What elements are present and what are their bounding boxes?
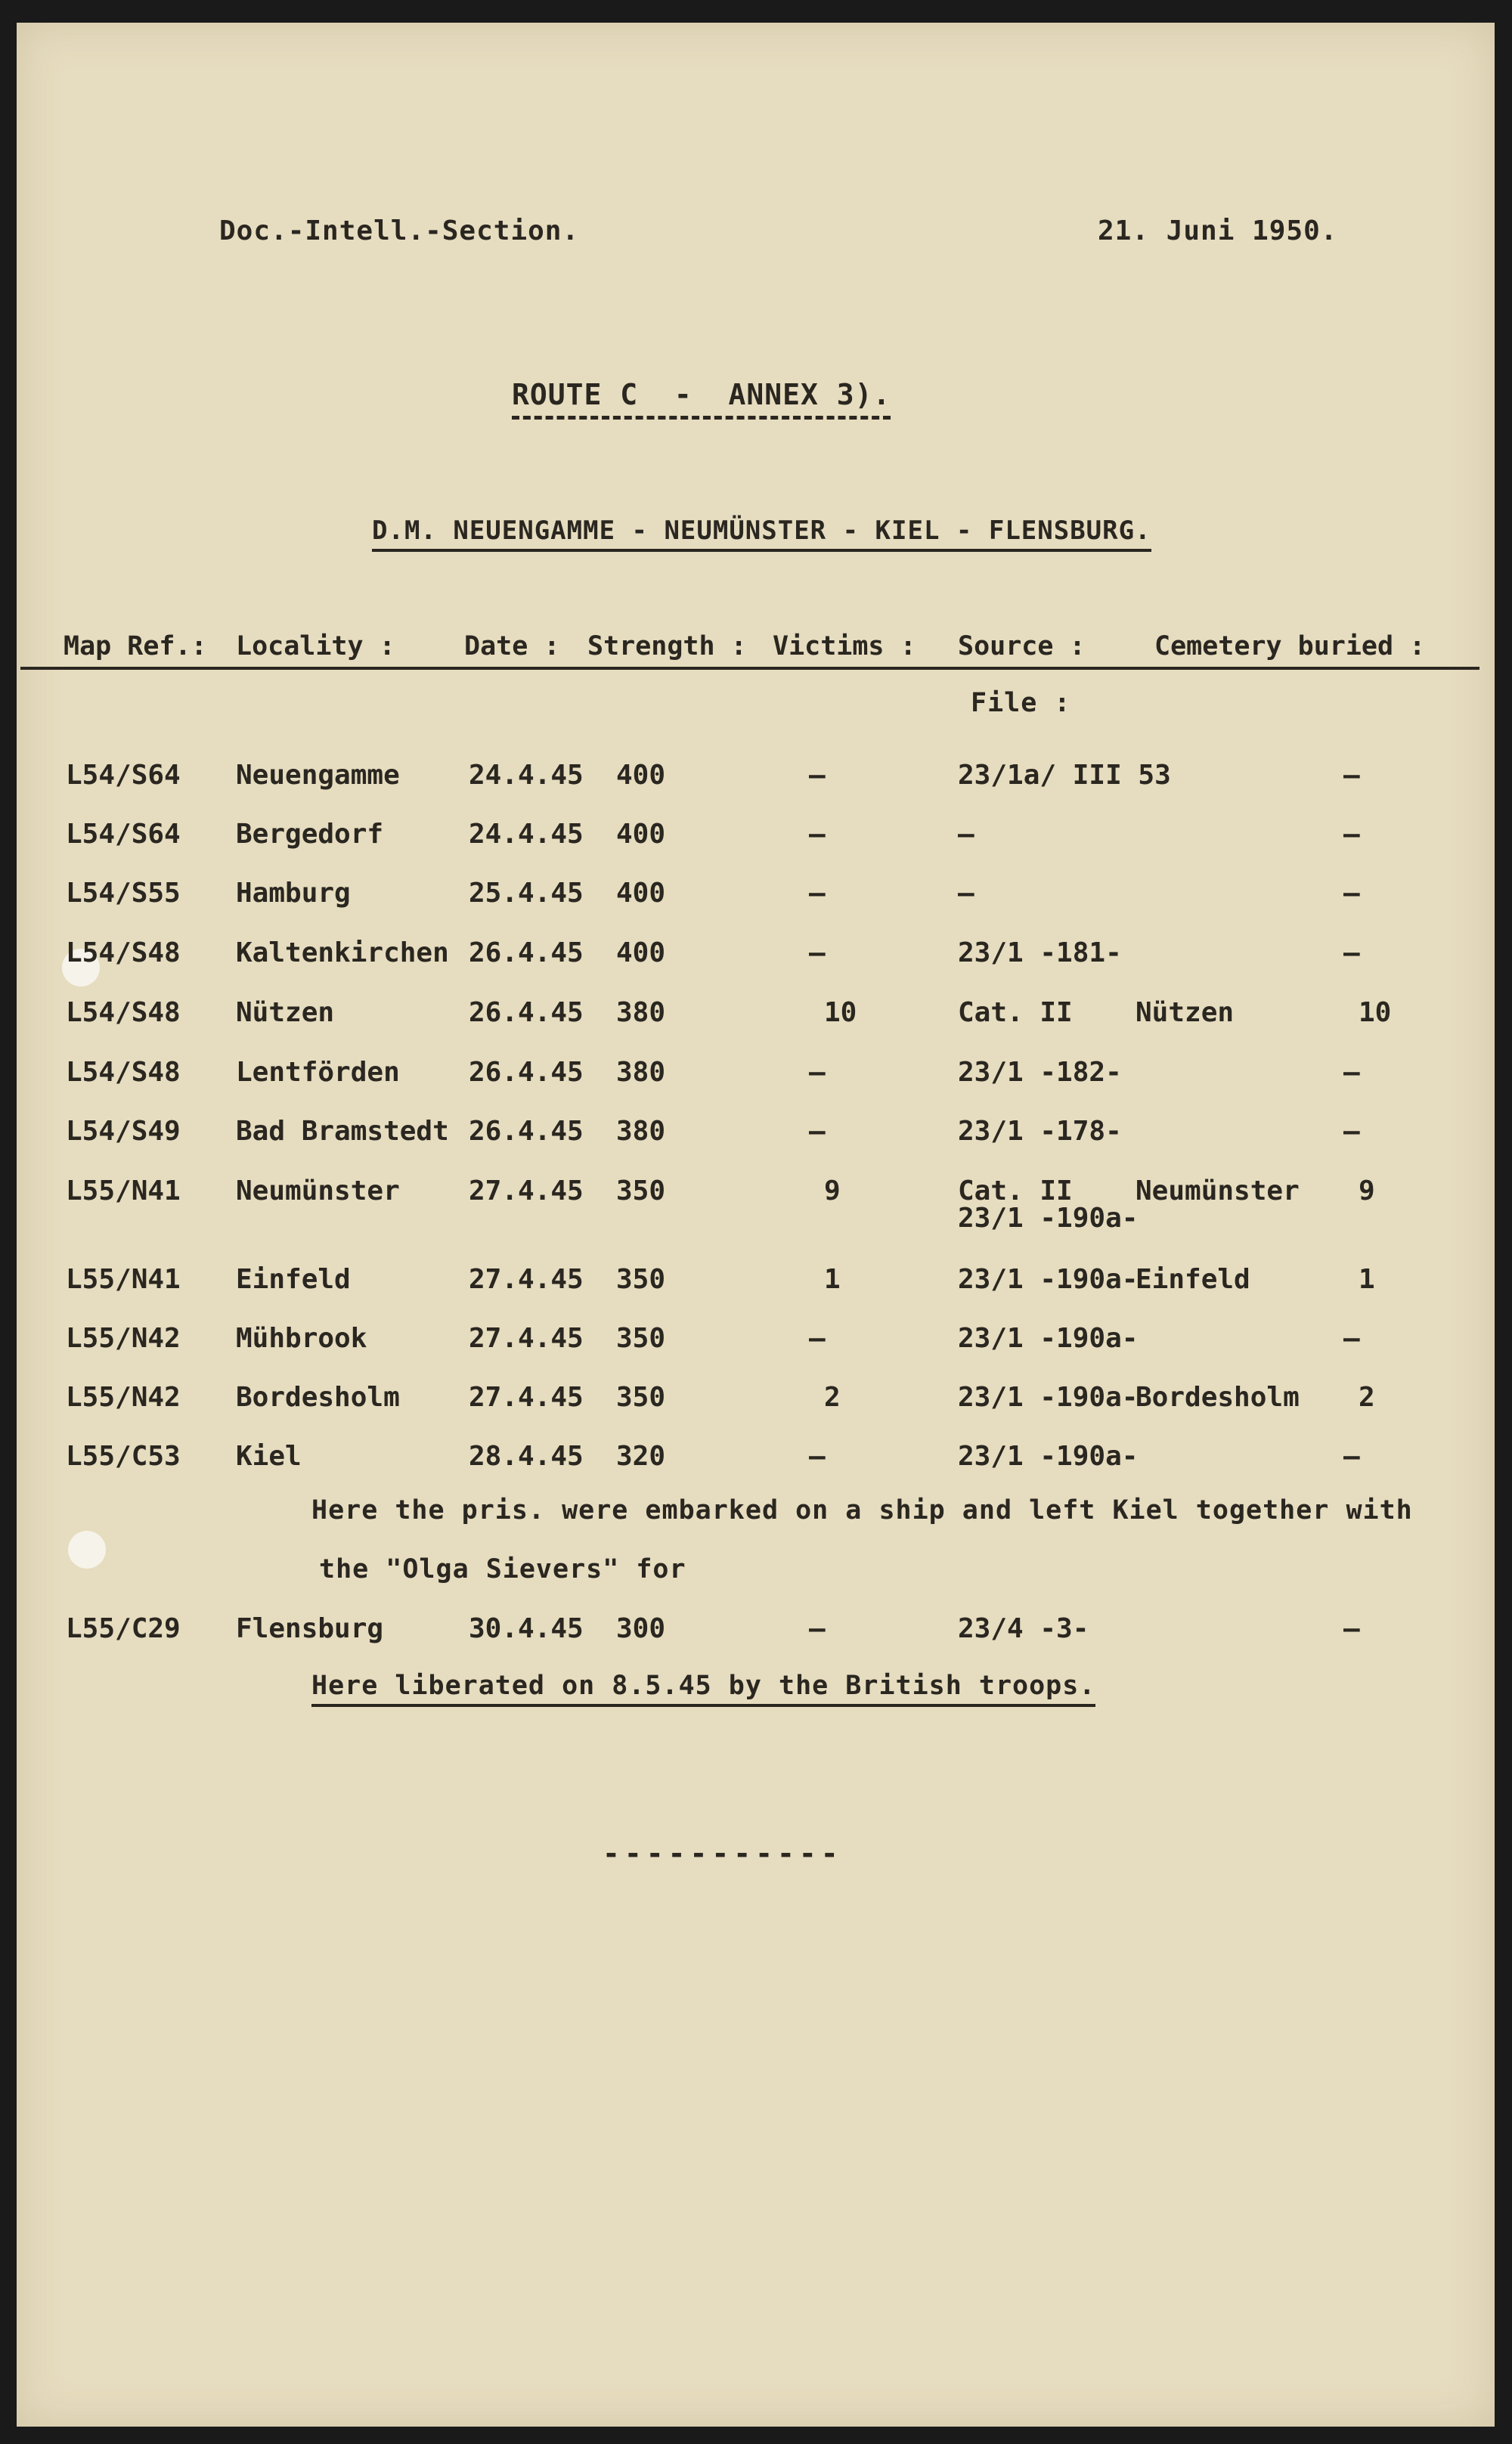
cell-victims: 1 <box>824 1264 841 1295</box>
col-strength: Strength : <box>587 631 747 661</box>
cell-locality: Neuengamme <box>236 760 400 791</box>
cell-map-ref: L54/S55 <box>66 878 181 909</box>
cell-date: 24.4.45 <box>469 819 584 850</box>
cell-map-ref: L54/S49 <box>66 1116 181 1147</box>
cell-map-ref: L54/S48 <box>66 937 181 968</box>
cell-locality: Nützen <box>236 997 335 1028</box>
cell-map-ref: L55/N41 <box>66 1176 181 1207</box>
table-row-final <box>17 1613 1495 1659</box>
cell-map-ref: L54/S64 <box>66 760 181 791</box>
cell-map-ref: L55/N41 <box>66 1264 181 1295</box>
cell-source: 23/1 -190a- <box>958 1323 1139 1354</box>
cell-victims: 9 <box>824 1176 841 1207</box>
cell-victims: — <box>809 1323 826 1354</box>
col-victims: Victims : <box>773 631 916 661</box>
cell-victims: — <box>809 878 826 909</box>
cell-locality: Kiel <box>236 1441 302 1472</box>
header-rule <box>20 667 1479 670</box>
table-row <box>17 1176 1495 1234</box>
cell-strength: 350 <box>616 1323 666 1354</box>
cell-cemetery-count: — <box>1343 1323 1360 1354</box>
document-sheet <box>17 23 1495 2427</box>
cell-locality: Kaltenkirchen <box>236 937 449 968</box>
end-mark: ----------- <box>603 1837 843 1870</box>
cell-source: 23/1 -190a- <box>958 1441 1139 1472</box>
cell-locality: Bordesholm <box>236 1382 400 1413</box>
cell-cemetery-count: 1 <box>1359 1264 1375 1295</box>
cell-source: 23/1a/ III 53 <box>958 760 1171 791</box>
cell-locality: Bad Bramstedt <box>236 1116 449 1147</box>
cell-date: 25.4.45 <box>469 878 584 909</box>
cell-strength: 380 <box>616 997 666 1028</box>
col-map-ref: Map Ref.: <box>64 631 207 661</box>
table-row <box>17 1323 1495 1368</box>
table-row <box>17 997 1495 1042</box>
table-row <box>17 819 1495 864</box>
note-line-1: Here the pris. were embarked on a ship and left Kiel together with <box>311 1495 1413 1526</box>
cell-victims: — <box>809 1441 826 1472</box>
liberation-note: Here liberated on 8.5.45 by the British troops. <box>311 1671 1095 1707</box>
cell-date: 26.4.45 <box>469 937 584 968</box>
cell-date: 30.4.45 <box>469 1613 584 1644</box>
cell-source: 23/1 -182- <box>958 1057 1122 1088</box>
cell-source: 23/1 -178- <box>958 1116 1122 1147</box>
cell-map-ref: L54/S64 <box>66 819 181 850</box>
cell-locality: Mühbrook <box>236 1323 367 1354</box>
cell-victims: 10 <box>824 997 857 1028</box>
cell-locality: Bergedorf <box>236 819 384 850</box>
cell-locality: Einfeld <box>236 1264 351 1295</box>
col-locality: Locality : <box>236 631 395 661</box>
cell-strength: 380 <box>616 1057 666 1088</box>
note-line-2: the "Olga Sievers" for <box>319 1554 686 1584</box>
cell-date: 24.4.45 <box>469 760 584 791</box>
cell-map-ref: L55/N42 <box>66 1382 181 1413</box>
cell-cemetery-count: — <box>1343 1116 1360 1147</box>
table-row <box>17 1382 1495 1427</box>
route-subtitle: D.M. NEUENGAMME - NEUMÜNSTER - KIEL - FLENSBURG. <box>372 516 1151 552</box>
cell-date: 28.4.45 <box>469 1441 584 1472</box>
cell-locality: Lentförden <box>236 1057 400 1088</box>
col-source: Source : <box>958 631 1086 661</box>
cell-cemetery: Nützen <box>1136 997 1235 1028</box>
cell-source: — <box>958 819 974 850</box>
cell-strength: 400 <box>616 878 666 909</box>
punch-hole-bottom <box>68 1531 106 1569</box>
cell-cemetery-count: — <box>1343 819 1360 850</box>
cell-source: 23/1 -181- <box>958 937 1122 968</box>
cell-strength: 380 <box>616 1116 666 1147</box>
col-source-file: File : <box>971 688 1071 718</box>
cell-source: 23/1 -190a- <box>958 1382 1139 1413</box>
table-row <box>17 878 1495 923</box>
cell-cemetery-count: — <box>1343 878 1360 909</box>
cell-cemetery: Einfeld <box>1136 1264 1250 1295</box>
cell-map-ref: L55/C29 <box>66 1613 181 1644</box>
cell-victims: — <box>809 760 826 791</box>
cell-cemetery-count: 10 <box>1359 997 1392 1028</box>
cell-victims: — <box>809 1116 826 1147</box>
col-date: Date : <box>464 631 560 661</box>
cell-source: Cat. II <box>958 1176 1073 1207</box>
cell-cemetery-count: — <box>1343 1613 1360 1644</box>
cell-strength: 350 <box>616 1264 666 1295</box>
cell-strength: 400 <box>616 819 666 850</box>
table-row <box>17 1441 1495 1486</box>
cell-cemetery-count: — <box>1343 1441 1360 1472</box>
cell-cemetery: Neumünster <box>1136 1176 1300 1207</box>
cell-source: — <box>958 878 974 909</box>
cell-strength: 400 <box>616 760 666 791</box>
cell-strength: 400 <box>616 937 666 968</box>
cell-map-ref: L54/S48 <box>66 997 181 1028</box>
cell-source: Cat. II <box>958 997 1073 1028</box>
cell-date: 27.4.45 <box>469 1176 584 1207</box>
cell-cemetery-count: — <box>1343 1057 1360 1088</box>
cell-source: 23/1 -190a- <box>958 1264 1139 1295</box>
cell-victims: — <box>809 819 826 850</box>
cell-date: 26.4.45 <box>469 1116 584 1147</box>
cell-source-line-2: 23/1 -190a- <box>958 1203 1139 1234</box>
document-title: ROUTE C - ANNEX 3). <box>512 378 891 420</box>
cell-cemetery-count: — <box>1343 760 1360 791</box>
cell-date: 26.4.45 <box>469 1057 584 1088</box>
cell-cemetery-count: 2 <box>1359 1382 1375 1413</box>
cell-victims: 2 <box>824 1382 841 1413</box>
cell-map-ref: L55/C53 <box>66 1441 181 1472</box>
cell-locality: Neumünster <box>236 1176 400 1207</box>
cell-source: 23/4 -3- <box>958 1613 1089 1644</box>
cell-date: 26.4.45 <box>469 997 584 1028</box>
table-row <box>17 1116 1495 1161</box>
cell-strength: 300 <box>616 1613 666 1644</box>
cell-map-ref: L54/S48 <box>66 1057 181 1088</box>
col-cemetery: Cemetery buried : <box>1154 631 1426 661</box>
cell-strength: 350 <box>616 1382 666 1413</box>
cell-date: 27.4.45 <box>469 1264 584 1295</box>
cell-date: 27.4.45 <box>469 1323 584 1354</box>
table-row <box>17 937 1495 983</box>
cell-cemetery: Bordesholm <box>1136 1382 1300 1413</box>
table-row <box>17 1057 1495 1102</box>
cell-strength: 350 <box>616 1176 666 1207</box>
table-row <box>17 760 1495 805</box>
table-row <box>17 1264 1495 1309</box>
cell-victims: — <box>809 937 826 968</box>
document-date: 21. Juni 1950. <box>1098 215 1338 246</box>
section-label: Doc.-Intell.-Section. <box>219 215 580 246</box>
cell-map-ref: L55/N42 <box>66 1323 181 1354</box>
cell-victims: — <box>809 1613 826 1644</box>
cell-locality: Hamburg <box>236 878 351 909</box>
cell-locality: Flensburg <box>236 1613 384 1644</box>
cell-strength: 320 <box>616 1441 666 1472</box>
cell-cemetery-count: — <box>1343 937 1360 968</box>
cell-cemetery-count: 9 <box>1359 1176 1375 1207</box>
cell-victims: — <box>809 1057 826 1088</box>
cell-date: 27.4.45 <box>469 1382 584 1413</box>
